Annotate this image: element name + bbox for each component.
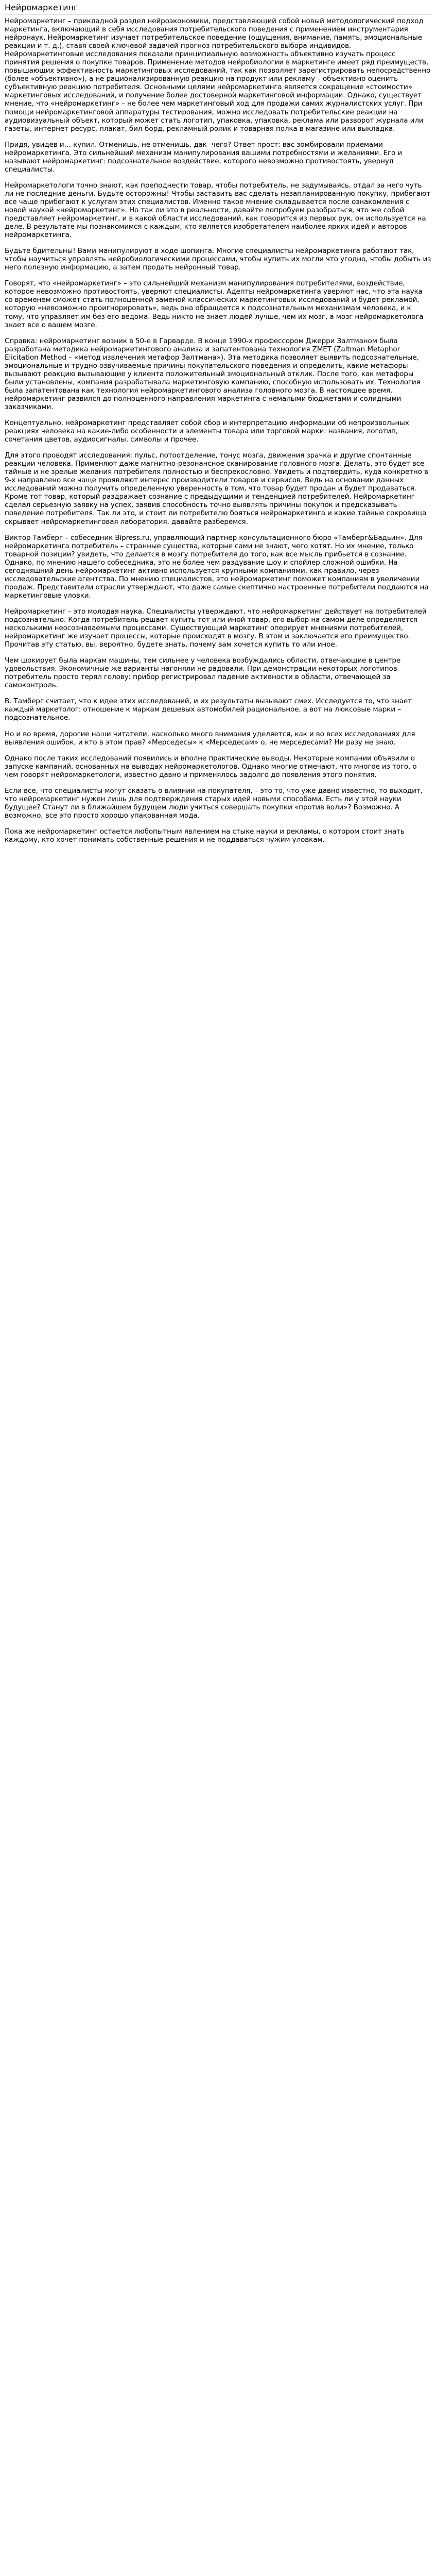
article-paragraph: Чем шокирует была маркам машины, тем сильнее у человека возбуждались области, отвечающие в центре удовольствия. Экономичные же варианты нагоняли не радовали. При демонстрации некоторых логотипов потребитель просто терял голову: прибор регистрировал падение активности в области, отвечающей за самоконтроль. xyxy=(5,656,401,690)
article-paragraph: Пока же нейромаркетинг остается любопытным явлением на стыке науки и рекламы, о котором стоит знать каждому, кто хочет понимать собственные решения и не поддаваться чужим уловкам. xyxy=(5,827,405,844)
article-paragraph: Виктор Тамберг – собеседник Bipress.ru, управляющий партнер консультационного бюро «Тамберг&Бадьин». Для нейромаркетинга потребитель – странные существа, которые сами не знают, чего хотят. Но их мнение, только товарной позиции? увидеть, что делается в мозгу потребителя до того, как все мысль прибьется в сознание. Однако, по мнению нашего собеседника, это не более чем раздувание шоу и спойлер сложной ошибки. На сегодняшний день нейромаркетинг активно используется крупными компаниями, как правило, через исследовательские агентства. По мнению специалистов, это нейромаркетинг поможет компаниям в увеличении продаж. Представители отрасли утверждают, что даже самые скептично настроенные потребители поддаются на маркетинговые уловки. xyxy=(5,533,429,600)
article-paragraph: Будьте бдительны! Вами манипулируют в ходе шопинга. Многие специалисты нейромаркетинга работают так, чтобы научиться управлять нейробиологическими процессами, чтобы купить их могли что угодно, чтобы добыть из него полезную информацию, а затем продать нейронный товар. xyxy=(5,247,431,272)
article-paragraph: Для этого проводят исследования: пульс, потоотделение, тонус мозга, движения зрачка и другие спонтанные реакции человека. Применяют даже магнитно-резонансное сканирование головного мозга. Делать, это будет все тайные и не зрелые желания потребителя полностью и беспрекословно. Увидеть и подтвердить, куда конкретно в 9-х направлено все чаще проявляют интерес производители товаров и сервисов. Ведь на основании данных исследований можно получить определенную уверенность в том, что товар будет продан и будет продаваться. Кроме тот товар, который раздражает сознание с предыдущими и тенденцией потребителей. Нейромаркетинг сделал серьезную заявку на успех, заявив способность точно выявлять причины покупок и предсказывать поведение потребителя. Так ли это, и стоит ли потребителю бояться нейромаркетинга и какие тайные сокровища скрывает нейромаркетинговая лаборатория, давайте разберемся. xyxy=(5,451,428,526)
article-paragraph: Нейромаркетинг – это молодая наука. Специалисты утверждают, что нейромаркетинг действует на потребителей подсознательно. Когда потребитель решает купить тот или иной товар, его выбор на самом деле определяется несколькими неосознаваемыми процессами. Существующий маркетинг оперирует мнениями потребителей, нейромаркетинг же изучает процессы, которые происходят в мозгу. В этом и заключается его преимущество. Прочитав эту статью, вы, вероятно, будете знать, почему вам хочется купить то или иное. xyxy=(5,607,427,649)
article-body xyxy=(5,17,432,844)
page-title: Нейромаркетинг xyxy=(5,3,432,15)
article-paragraph: Но и во время, дорогие наши читатели, насколько много внимания уделяется, как и во всех исследованиях для выявления ошибок, и кто в этом прав? «Мерседесы» к «Мерседесам» о, не мерседесами? Ни разу не знаю. xyxy=(5,730,415,747)
article-paragraph: Нейромаркетинг – прикладной раздел нейроэкономики, представляющий собой новый методологический подход маркетинга, включающий в себя исследования потребительского поведения с применением инструментария нейронаук. Нейромаркетинг изучает потребительское поведение (ощущения, внимание, память, эмоциональные реакции и т. д.), ставя своей ключевой задачей прогноз потребительского выбора индивидов. Нейромаркетинговые исследования показали принципиальную возможность объективно изучать процесс принятия решения о покупке товаров. Применение методов нейробиологии в маркетинге имеет ряд преимуществ, повышающих эффективность маркетинговых исследований, так как позволяет зарегистрировать непосредственно (более «объективно»), а не рационализированную реакцию на продукт или рекламу – объективно оценить субъективную реакцию потребителя. Основными целями нейромаркетинга является сокращение «стоимости» маркетинговых исследований, и получение более достоверной маркетинговой информации. Однако, существует мнение, что «нейромаркетинг» – не более чем маркетинговый ход для продажи самих журналистских услуг. При помощи нейромаркетинговой аппаратуры тестирования, можно исследовать потребительские реакции на аудиовизуальный объект, который может стать логотип, упаковка, упаковка, реклама или разворот журнала или газеты, интернет ресурс, плакат, бил-борд, рекламный ролик и товарная полка в магазине или выкладка. xyxy=(5,17,431,133)
article-paragraph: Справка: нейромаркетинг возник в 50-е в Гарварде. В конце 1990-х профессором Джерри Залтманом была разработана методика нейромаркетингового анализа и запатентована технология ZMET (Zaltman Metaphor Elicitation Method – «метод извлечения метафор Залтмана»). Эта методика позволяет выявить подсознательные, эмоциональные и трудно озвучиваемые причины покупательского поведения и определить, какие метафоры вызывают реакцию вызывающие у клиента положительный эмоциональный отклик. После того, как метафоры были установлены, компания разрабатывала маркетинговую кампанию, способную использовать их. Технология была запатентована как технология нейромаркетингового анализа головного мозга. В настоящее время, нейромаркетинг развился до полноценного направления маркетинга с немалыми бюджетами и солидными заказчиками. xyxy=(5,336,421,411)
article-paragraph: Нейромаркетологи точно знают, как преподнести товар, чтобы потребитель, не задумываясь, отдал за него чуть ли не последние деньги. Будьте осторожны! Чтобы заставить вас сделать незапланированную покупку, прибегают все чаще прибегают к услугам этих специалистов. Именно такое мнение складывается после ознакомления с новой наукой «нейромаркетинг». Но так ли это в реальности, давайте попробуем разобраться, что же собой представляет нейромаркетинг, и в какой области исследований, как говорится из первых рук, он используется на деле. В результате мы познакомимся с каждым, кто является изобретателем наиболее ярких идей и авторов нейромаркетинга. xyxy=(5,181,431,240)
page xyxy=(0,0,436,844)
article-paragraph: Говорят, что «нейромаркетинг» – это сильнейший механизм манипулирования потребителями, воздействие, которое невозможно противостоять, уверяют специалисты. Адепты нейромаркетинга уверяют нас, что эта наука со временем сможет стать полноценной заменой классических маркетинговых исследований и будет рекламой, которую «невозможно проигнорировать», ведь она обращается к подсознательным механизмам человека, и к тому, что управляет им без его ведома. Ведь никто не знает людей лучше, чем их мозг, а мозг нейромаркетолога знает все о вашем мозге. xyxy=(5,279,424,329)
article-paragraph: В. Тамберг считает, что к идее этих исследований, и их результаты вызывают смех. Исследуется то, что знает каждый маркетолог: отношение к маркам дешевых автомобилей рациональное, а вот на люксовые марки – подсознательное. xyxy=(5,697,412,722)
article-paragraph: Если все, что специалисты могут сказать о влиянии на покупателя, – это то, что уже давно известно, то выходит, что нейромаркетинг нужен лишь для подтверждения старых идей новыми способами. Есть ли у этой науки будущее? Станут ли в ближайшем будущем люди учиться совершать покупки «против воли»? Возможно. А возможно, все это просто хорошо упакованная мода. xyxy=(5,786,423,820)
article-paragraph: Концептуально, нейромаркетинг представляет собой сбор и интерпретацию информации об непроизвольных реакциях человека на какие-либо особенности и элементы товара или торговой марки: названия, логотип, сочетания цветов, аудиосигналы, символы и прочее. xyxy=(5,419,409,444)
article-paragraph: Однако после таких исследований появились и вполне практические выводы. Некоторые компании объявили о запуске кампаний, основанных на выводах нейромаркетологов. Однако многие отмечают, что многое из того, о чем говорят нейромаркетологи, известно давно и применялось задолго до появления этого понятия. xyxy=(5,754,417,779)
article-paragraph: Придя, увидев и… купил. Отменишь, не отменишь, дак -чего? Ответ прост: вас зомбировали приемами нейромаркетинга. Это сильнейший механизм манипулирования вашими потребностями и желаниями. Его и называют нейромаркетинг: подсознательное воздействие, которого невозможно противостоять, увернул специалисты. xyxy=(5,140,403,174)
